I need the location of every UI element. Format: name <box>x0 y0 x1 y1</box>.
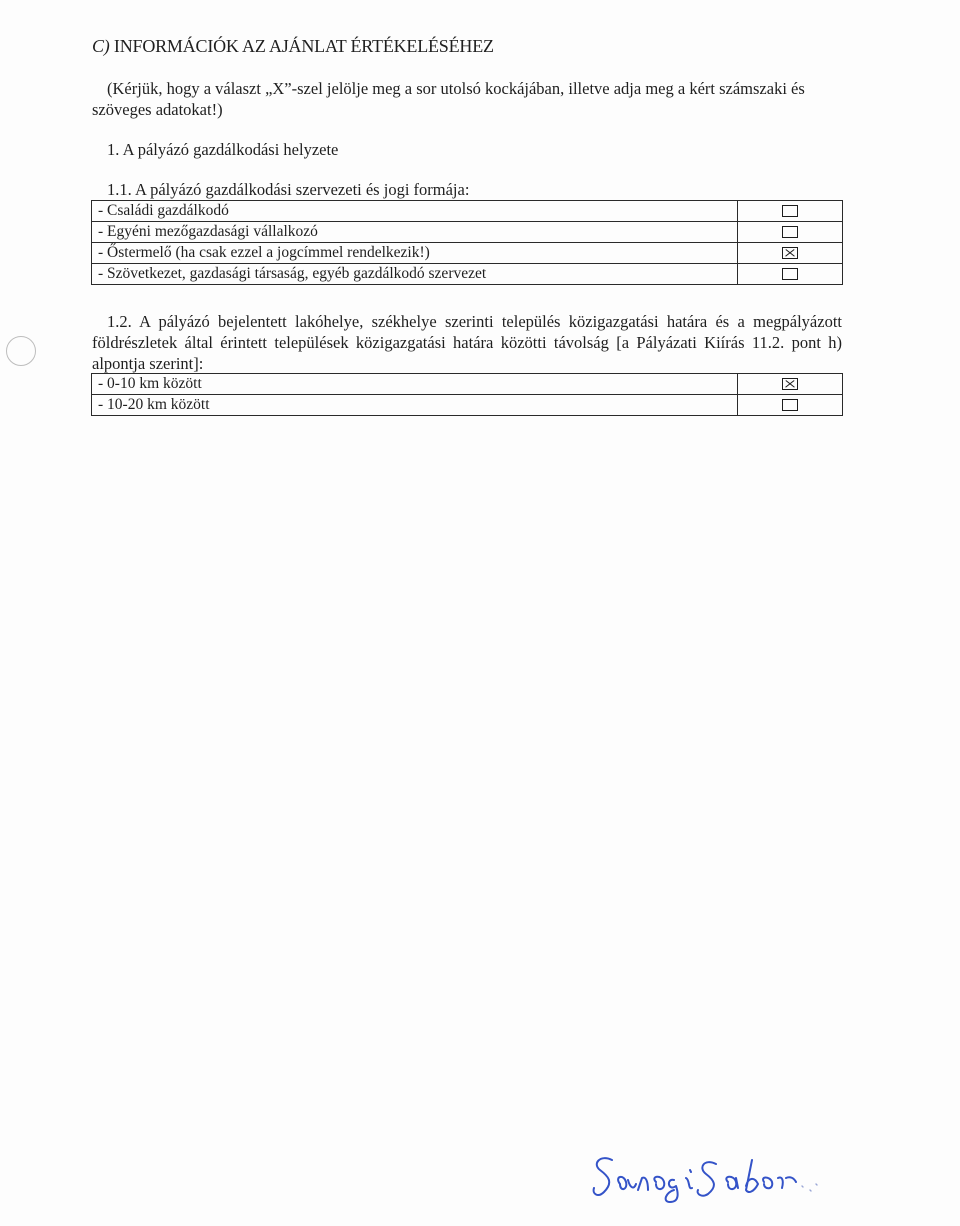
option-label: - Egyéni mezőgazdasági vállalkozó <box>92 222 738 243</box>
option-label: - Családi gazdálkodó <box>92 201 738 222</box>
section-letter: C) <box>92 36 110 56</box>
subsection-1-2-title: 1.2. A pályázó bejelentett lakóhelye, székhelye szerinti település közigazgatási határa és a megpályázott földrészletek által érintett települések közigazgatási határa közötti távolság [a Pályázati Kiírás 11.2. pont h) alpontja szerint]: <box>92 312 842 373</box>
checkbox-cell <box>738 395 843 416</box>
table-row <box>92 264 843 285</box>
legal-form-table <box>91 200 843 285</box>
checkbox-cell <box>738 243 843 264</box>
checkbox-cooperative-company[interactable] <box>782 268 798 280</box>
checkbox-cell <box>738 264 843 285</box>
table-row <box>92 222 843 243</box>
checkbox-cell <box>738 222 843 243</box>
checkbox-family-farmer[interactable] <box>782 205 798 217</box>
checkbox-cell <box>738 374 843 395</box>
checkbox-distance-10-20[interactable] <box>782 399 798 411</box>
checkbox-cell <box>738 201 843 222</box>
option-label: - Szövetkezet, gazdasági társaság, egyéb gazdálkodó szervezet <box>92 264 738 285</box>
checkbox-individual-entrepreneur[interactable] <box>782 226 798 238</box>
distance-table <box>91 373 843 416</box>
instructions-text: (Kérjük, hogy a választ „X”-szel jelölje meg a sor utolsó kockájában, illetve adja meg a kért számszaki és szöveges adatokat!) <box>92 79 805 119</box>
section-1-title: 1. A pályázó gazdálkodási helyzete <box>107 140 339 159</box>
punch-hole <box>6 336 36 366</box>
table-row <box>92 243 843 264</box>
option-label: - 10-20 km között <box>92 395 738 416</box>
subsection-1-1-title: 1.1. A pályázó gazdálkodási szervezeti és jogi formája: <box>107 180 470 199</box>
option-label: - 0-10 km között <box>92 374 738 395</box>
table-row <box>92 395 843 416</box>
table-row <box>92 201 843 222</box>
option-label: - Őstermelő (ha csak ezzel a jogcímmel rendelkezik!) <box>92 243 738 264</box>
section-heading-text: INFORMÁCIÓK AZ AJÁNLAT ÉRTÉKELÉSÉHEZ <box>113 36 494 56</box>
table-row <box>92 374 843 395</box>
section-heading <box>92 36 494 57</box>
checkbox-distance-0-10[interactable] <box>782 378 798 390</box>
checkbox-primary-producer[interactable] <box>782 247 798 259</box>
handwritten-signature <box>590 1146 820 1206</box>
